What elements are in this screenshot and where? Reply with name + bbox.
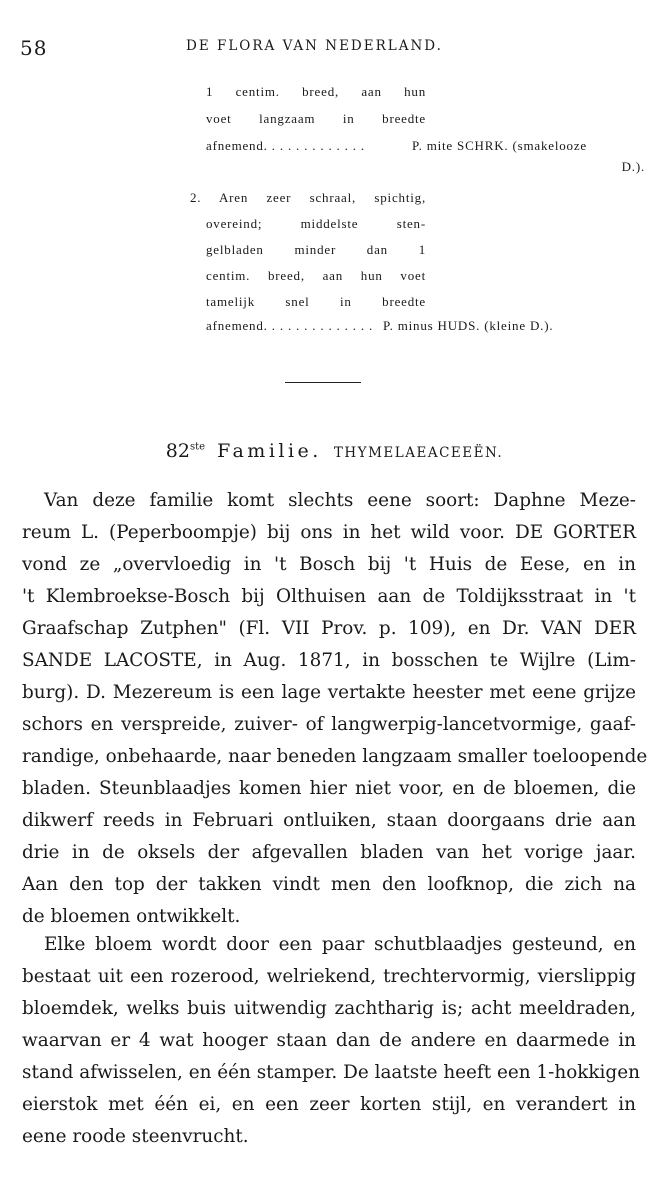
text-line: drie in de oksels der afgevallen bladen van het vorige jaar. bbox=[22, 842, 636, 863]
text-line: Graafschap Zutphen" (Fl. VII Prov. p. 109), en Dr. VAN DER bbox=[22, 618, 636, 639]
family-heading bbox=[0, 440, 669, 462]
text-line: bloemdek, welks buis uitwendig zachtharig is; acht meeldraden, bbox=[22, 998, 636, 1019]
text-line: bladen. Steunblaadjes komen hier niet voor, en de bloemen, die bbox=[22, 778, 636, 799]
key-line: tamelijk snel in breedte bbox=[206, 294, 426, 309]
key-line: afnemend. . . . . . . . . . . . . . bbox=[206, 318, 374, 333]
text-line: dikwerf reeds in Februari ontluiken, staan doorgaans drie aan bbox=[22, 810, 636, 831]
text-line: Van deze familie komt slechts eene soort: Daphne Meze- bbox=[44, 490, 636, 511]
text-line: bestaat uit een rozerood, welriekend, trechtervormig, vierslippig bbox=[22, 966, 636, 987]
text-line: eene roode steenvrucht. bbox=[22, 1126, 249, 1147]
key-line: 1 centim. breed, aan hun bbox=[206, 84, 426, 99]
text-line: stand afwisselen, en één stamper. De laatste heeft een 1-hokkigen bbox=[22, 1062, 640, 1083]
family-name: THYMELAEACEEËN. bbox=[333, 445, 504, 461]
text-line: randige, onbehaarde, naar beneden langzaam smaller toeloopende bbox=[22, 746, 648, 767]
text-line: de bloemen ontwikkelt. bbox=[22, 906, 241, 927]
text-line: SANDE LACOSTE, in Aug. 1871, in bosschen te Wijlre (Lim- bbox=[22, 650, 636, 671]
key-line: gelbladen minder dan 1 bbox=[206, 242, 426, 257]
text-line: eierstok met één ei, en een zeer korten stijl, en verandert in bbox=[22, 1094, 636, 1115]
family-number: 82 bbox=[165, 440, 190, 462]
key-result: P. minus HUDS. (kleine D.). bbox=[383, 318, 554, 333]
key-result: P. mite SCHRK. (smakelooze bbox=[412, 138, 587, 153]
key-line: overeind; middelste sten- bbox=[206, 216, 426, 231]
key-result-continued: D.). bbox=[621, 159, 645, 174]
text-line: schors en verspreide, zuiver- of langwerpig-lancetvormige, gaaf- bbox=[22, 714, 636, 735]
text-line: waarvan er 4 wat hooger staan dan de andere en daarmede in bbox=[22, 1030, 636, 1051]
text-line: Elke bloem wordt door een paar schutblaadjes gesteund, en bbox=[44, 934, 636, 955]
key-line: afnemend. . . . . . . . . . . . . bbox=[206, 138, 365, 153]
running-title: DE FLORA VAN NEDERLAND. bbox=[186, 38, 443, 54]
family-label: Familie. bbox=[217, 440, 322, 462]
running-header bbox=[0, 30, 669, 60]
text-line: Aan den top der takken vindt men den loofknop, die zich na bbox=[22, 874, 636, 895]
text-line: vond ze „overvloedig in 't Bosch bij 't Huis de Eese, en in bbox=[22, 554, 636, 575]
key-line: centim. breed, aan hun voet bbox=[206, 268, 426, 283]
text-line: reum L. (Peperboompje) bij ons in het wild voor. DE GORTER bbox=[22, 522, 636, 543]
family-number-suffix: ste bbox=[189, 441, 206, 453]
key-line: voet langzaam in breedte bbox=[206, 111, 426, 126]
page-number: 58 bbox=[20, 36, 48, 60]
section-divider bbox=[285, 382, 361, 383]
text-line: 't Klembroekse-Bosch bij Olthuisen aan de Toldijksstraat in 't bbox=[22, 586, 636, 607]
key-line: 2. Aren zeer schraal, spichtig, bbox=[190, 190, 426, 205]
text-line: burg). D. Mezereum is een lage vertakte heester met eene grijze bbox=[22, 682, 636, 703]
